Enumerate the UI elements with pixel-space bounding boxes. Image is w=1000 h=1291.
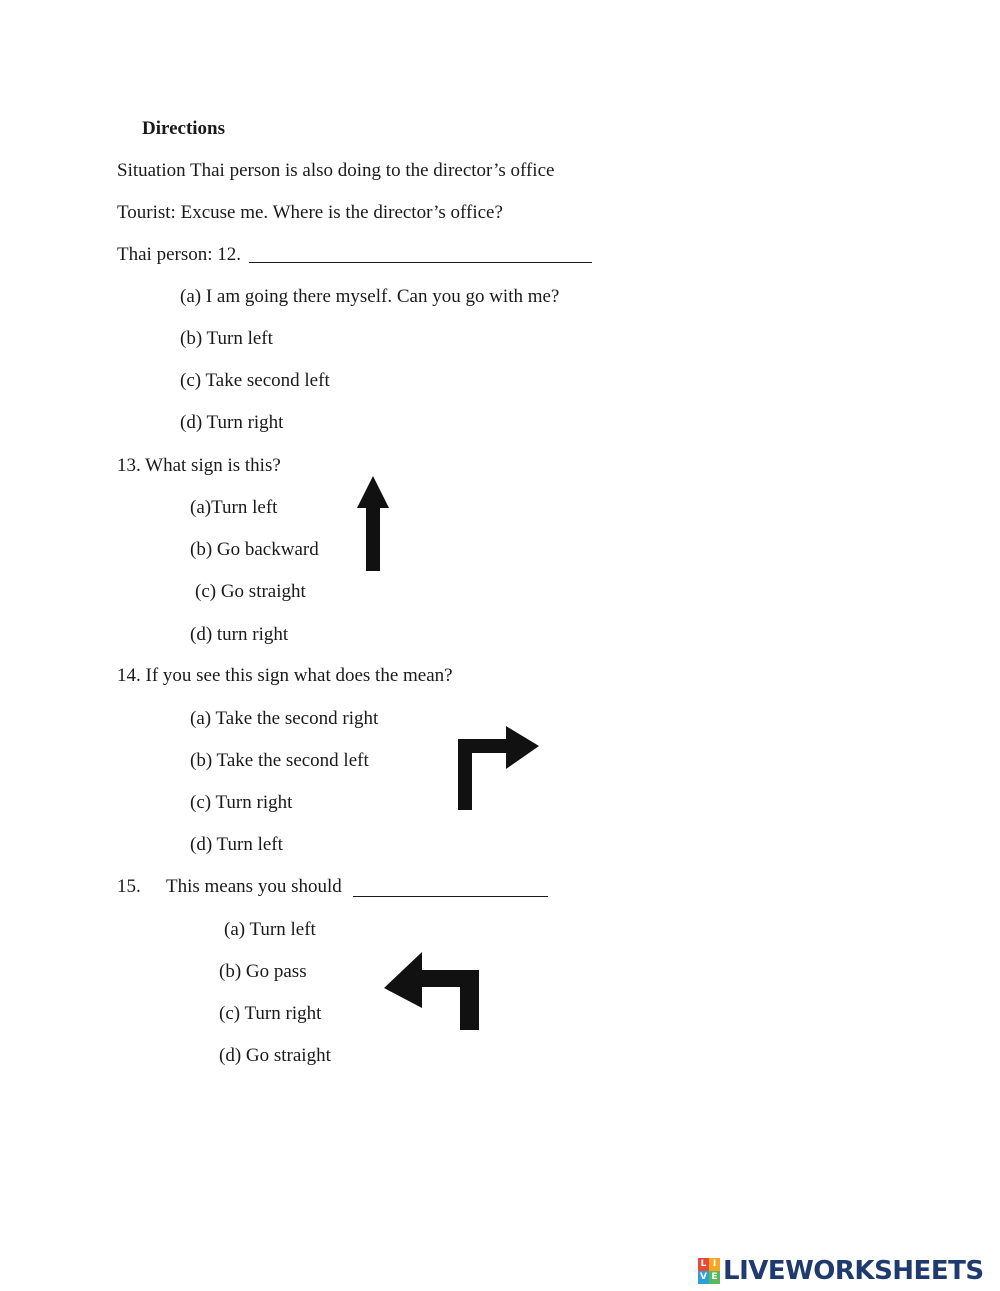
worksheet-title: Directions: [142, 118, 226, 139]
q14-question: 14. If you see this sign what does the mean?: [117, 665, 453, 686]
logo-badge-letter: E: [709, 1271, 720, 1284]
q14-option-b[interactable]: (b) Take the second left: [190, 750, 369, 771]
logo-badge-letter: V: [698, 1271, 709, 1284]
turn-left-arrow-icon: [382, 950, 482, 1034]
q15-number: 15.: [117, 876, 141, 897]
logo-badge: [698, 1258, 720, 1284]
answer-blank-12[interactable]: [249, 262, 592, 263]
q13-question: 13. What sign is this?: [117, 455, 281, 476]
q13-option-b[interactable]: (b) Go backward: [190, 539, 319, 560]
q14-option-d[interactable]: (d) Turn left: [190, 834, 283, 855]
arrow-up-icon: [355, 475, 391, 573]
logo-text: LIVEWORKSHEETS: [723, 1256, 984, 1286]
liveworksheets-logo: [698, 1256, 984, 1286]
q14-option-c[interactable]: (c) Turn right: [190, 792, 293, 813]
situation-text: Situation Thai person is also doing to the director’s office: [117, 160, 555, 181]
q12-option-c[interactable]: (c) Take second left: [180, 370, 330, 391]
tourist-line: Tourist: Excuse me. Where is the director’s office?: [117, 202, 503, 223]
q14-option-a[interactable]: (a) Take the second right: [190, 708, 379, 729]
q13-option-d[interactable]: (d) turn right: [190, 624, 289, 645]
q15-option-c[interactable]: (c) Turn right: [219, 1003, 322, 1024]
q13-option-a[interactable]: (a)Turn left: [190, 497, 278, 518]
logo-badge-letter: L: [698, 1258, 709, 1271]
q15-option-b[interactable]: (b) Go pass: [219, 961, 307, 982]
q13-option-c[interactable]: (c) Go straight: [195, 581, 306, 602]
answer-blank-15[interactable]: [353, 896, 548, 897]
logo-badge-letter: I: [709, 1258, 720, 1271]
turn-right-arrow-icon: [455, 725, 543, 813]
q15-option-d[interactable]: (d) Go straight: [219, 1045, 331, 1066]
q15-question: This means you should: [166, 876, 342, 897]
q12-option-d[interactable]: (d) Turn right: [180, 412, 284, 433]
q12-option-b[interactable]: (b) Turn left: [180, 328, 273, 349]
thai-person-line: Thai person: 12.: [117, 244, 242, 265]
q12-option-a[interactable]: (a) I am going there myself. Can you go with me?: [180, 286, 560, 307]
q15-option-a[interactable]: (a) Turn left: [224, 919, 316, 940]
